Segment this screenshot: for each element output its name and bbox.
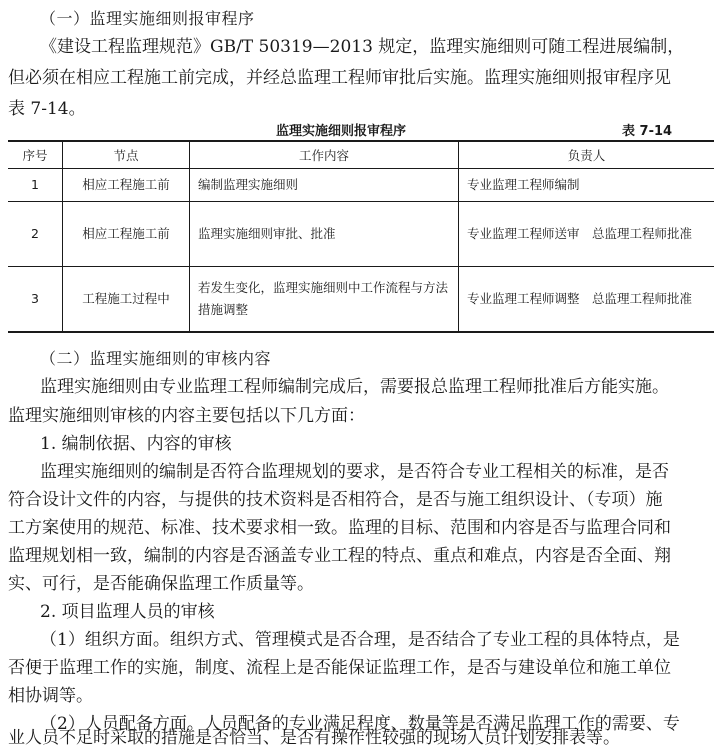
item1-para-line: 监理实施细则的编制是否符合监理规划的要求，是否符合专业工程相关的标准，是否 (40, 462, 669, 482)
table-header-row (8, 141, 714, 169)
header-node: 节点 (63, 141, 190, 169)
item1-para-line: 监理规划相一致，编制的内容是否涵盖专业工程的特点、重点和难点，内容是否全面、翔 (8, 546, 671, 566)
section2-heading: （二）监理实施细则的审核内容 (40, 349, 272, 368)
table-number: 表 7-14 (622, 124, 673, 139)
header-work: 工作内容 (190, 141, 459, 169)
item2-title: 2. 项目监理人员的审核 (40, 602, 215, 622)
item2-sub2-line: 业人员不足时采取的措施是否恰当、是否有操作性较强的现场人员计划安排表等。 (8, 728, 620, 748)
procedure-table (8, 140, 714, 333)
table-row (8, 267, 714, 333)
table-row (8, 169, 714, 202)
section1-para-line: 但必须在相应工程施工前完成，并经总监理工程师审批后实施。监理实施细则报审程序见 (8, 68, 671, 88)
item2-sub1-line: 否便于监理工作的实施，制度、流程上是否能保证监理工作，是否与建设单位和施工单位 (8, 658, 671, 678)
cell-index: 3 (8, 267, 63, 333)
table-title: 监理实施细则报审程序 (276, 124, 407, 139)
cell-index: 2 (8, 202, 63, 267)
cell-node: 相应工程施工前 (63, 169, 190, 202)
item1-title: 1. 编制依据、内容的审核 (40, 434, 232, 454)
section2-intro-line: 监理实施细则由专业监理工程师编制完成后，需要报总监理工程师批准后方能实施。 (40, 377, 669, 397)
item2-sub2-line: （2）人员配备方面。人员配备的专业满足程度、数量等是否满足监理工作的需要、专 (40, 714, 680, 734)
table-row (8, 202, 714, 267)
item1-para-line: 符合设计文件的内容，与提供的技术资料是否相符合，是否与施工组织设计、（专项）施 (8, 490, 663, 510)
cell-work: 编制监理实施细则 (190, 169, 459, 202)
cell-work: 监理实施细则审批、批准 (190, 202, 459, 267)
cell-owner: 专业监理工程师调整 总监理工程师批准 (459, 267, 715, 333)
cell-work: 若发生变化，监理实施细则中工作流程与方法措施调整 (190, 267, 459, 333)
cell-index: 1 (8, 169, 63, 202)
section2-intro-line: 监理实施细则审核的内容主要包括以下几方面： (8, 406, 365, 426)
cell-owner: 专业监理工程师编制 (459, 169, 715, 202)
cell-owner: 专业监理工程师送审 总监理工程师批准 (459, 202, 715, 267)
cell-node: 工程施工过程中 (63, 267, 190, 333)
cell-node: 相应工程施工前 (63, 202, 190, 267)
section1-para-line: 表 7-14。 (8, 99, 86, 119)
header-index: 序号 (8, 141, 63, 169)
item1-para-line: 实、可行，是否能确保监理工作质量等。 (8, 574, 314, 594)
item2-sub1-line: 相协调等。 (8, 686, 93, 706)
item2-sub1-line: （1）组织方面。组织方式、管理模式是否合理，是否结合了专业工程的具体特点，是 (40, 630, 680, 650)
item1-para-line: 工方案使用的规范、标准、技术要求相一致。监理的目标、范围和内容是否与监理合同和 (8, 518, 671, 538)
header-owner: 负责人 (459, 141, 715, 169)
section1-para-line: 《建设工程监理规范》GB/T 50319—2013 规定，监理实施细则可随工程进展编制， (40, 37, 685, 57)
section1-heading: （一）监理实施细则报审程序 (40, 9, 255, 28)
